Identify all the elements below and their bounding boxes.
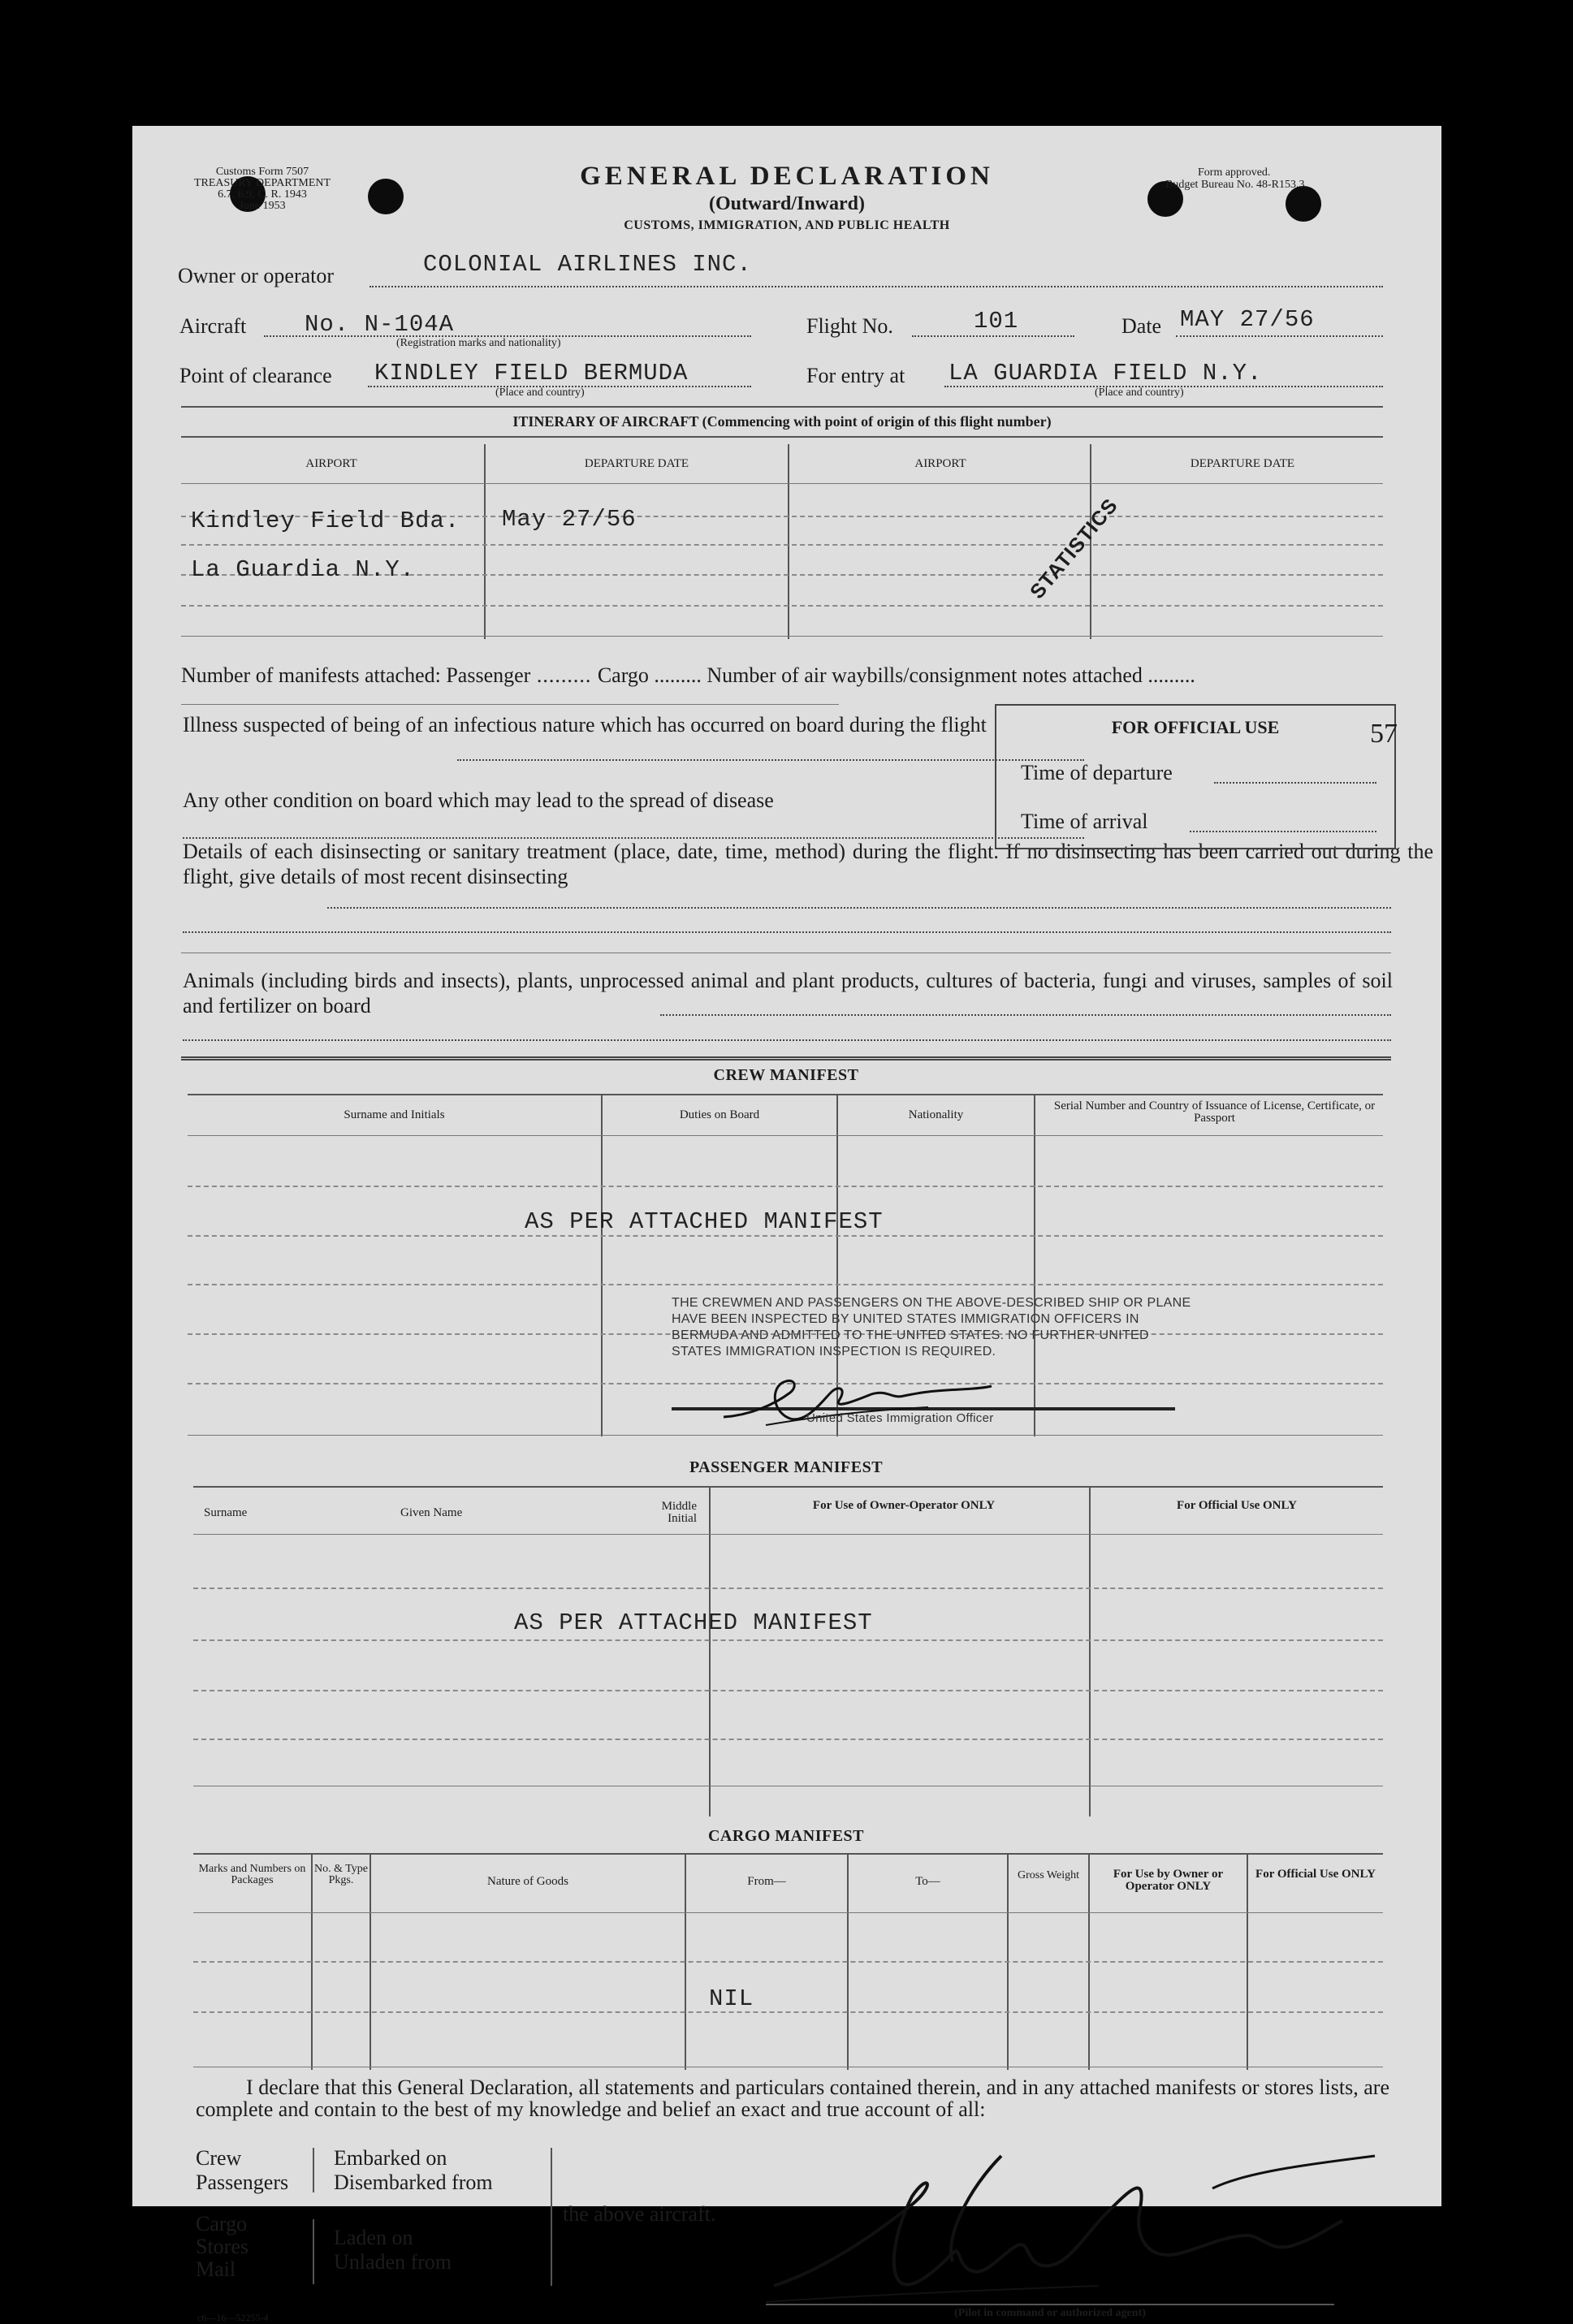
- rule: [181, 952, 1391, 953]
- manifests-passenger-label: Number of manifests attached: Passenger: [181, 663, 531, 687]
- row-line: [181, 605, 1383, 607]
- aircraft-caption: (Registration marks and nationality): [396, 337, 561, 349]
- passenger-col-given-name: Given Name: [400, 1506, 463, 1519]
- row-line: [181, 544, 1383, 546]
- answer-line: [457, 759, 1084, 761]
- cargo-col-to: To—: [915, 1875, 940, 1888]
- column-divider: [484, 444, 486, 639]
- aircraft-label: Aircraft: [179, 314, 247, 338]
- manifests-line: Number of manifests attached: Passenger ......... Cargo ......... Number of air waybills/consignment notes attached .........: [181, 663, 1195, 687]
- punch-hole: [1286, 186, 1321, 222]
- cargo-col-official-use: For Official Use ONLY: [1255, 1868, 1376, 1881]
- passenger-manifest-title: PASSENGER MANIFEST: [689, 1458, 884, 1476]
- date-label: Date: [1121, 314, 1162, 338]
- arrival-time-label: Time of arrival: [1021, 810, 1148, 833]
- declaration-item: Stores: [196, 2235, 248, 2258]
- flight-label: Flight No.: [806, 314, 893, 338]
- row-line: [193, 1639, 1383, 1641]
- manifests-cargo-label: Cargo: [597, 663, 649, 687]
- budget-approval: [1165, 166, 1425, 191]
- declaration-item: Mail: [196, 2257, 236, 2281]
- cargo-manifest-title: CARGO MANIFEST: [707, 1827, 864, 1845]
- departure-time-label: Time of departure: [1021, 761, 1173, 784]
- row-line: [193, 1534, 1383, 1535]
- column-divider: [601, 1094, 603, 1436]
- bracket: [313, 2219, 314, 2284]
- passenger-col-surname: Surname: [204, 1506, 248, 1519]
- declaration-item: Passengers: [196, 2171, 289, 2194]
- immigration-stamp-text: THE CREWMEN AND PASSENGERS ON THE ABOVE-DESCRIBED SHIP OR PLANE HAVE BEEN INSPECTED BY UNITED STATES IMMIGRATION OFFICERS IN BERMUDA AND ADMITTED TO THE UNITED STATES. NO FURTHER UNITED STATES IMMIGRATION INSPECTION IS REQUIRED.: [672, 1296, 1191, 1359]
- crew-col-surname: Surname and Initials: [344, 1108, 445, 1121]
- column-divider: [1034, 1094, 1035, 1436]
- approval-line: Form approved.: [1198, 166, 1271, 179]
- signature-line: [766, 2304, 1334, 2305]
- itinerary-airport: La Guardia N.Y.: [191, 556, 416, 583]
- answer-line: [183, 1039, 1391, 1041]
- answer-line: [660, 1014, 1391, 1016]
- passenger-entry: AS PER ATTACHED MANIFEST: [514, 1609, 873, 1636]
- declaration-item: Embarked on: [334, 2146, 447, 2170]
- declaration-item: Disembarked from: [334, 2171, 493, 2194]
- flight-line: [912, 335, 1074, 337]
- stamp-signature-caption: United States Immigration Officer: [806, 1411, 994, 1425]
- rule: [193, 1486, 1383, 1488]
- handwritten-note: 57: [1370, 719, 1398, 749]
- date-line: [1176, 335, 1383, 337]
- entry-label: For entry at: [806, 364, 905, 387]
- rule: [181, 436, 1383, 438]
- row-line: [188, 1235, 1383, 1237]
- cargo-col-owner-use: For Use by Owner or Operator ONLY: [1113, 1868, 1224, 1893]
- itinerary-col-date-2: DEPARTURE DATE: [1190, 457, 1295, 470]
- statistics-stamp: STATISTICS: [1026, 494, 1123, 603]
- clearance-label: Point of clearance: [179, 364, 332, 387]
- punch-hole: [368, 179, 404, 214]
- passenger-col-owner-use: For Use of Owner-Operator ONLY: [812, 1499, 996, 1512]
- agencies-caption: CUSTOMS, IMMIGRATION, AND PUBLIC HEALTH: [624, 218, 950, 232]
- crew-entry: AS PER ATTACHED MANIFEST: [525, 1208, 884, 1235]
- form-identification: [157, 166, 368, 212]
- bracket: [313, 2148, 314, 2192]
- itinerary-col-airport-2: AIRPORT: [914, 457, 966, 470]
- rule: [181, 406, 1383, 408]
- rule: [193, 1853, 1383, 1855]
- row-line: [181, 483, 1383, 484]
- waybills-label: Number of air waybills/consignment notes attached: [707, 663, 1143, 687]
- row-line: [188, 1435, 1383, 1436]
- page-subtitle: (Outward/Inward): [708, 193, 865, 214]
- column-divider: [1089, 1486, 1091, 1816]
- cargo-col-marks: Marks and Numbers on Packages: [198, 1863, 306, 1886]
- row-line: [188, 1186, 1383, 1187]
- row-line: [188, 1135, 1383, 1136]
- declaration-item: Unladen from: [334, 2250, 452, 2274]
- itinerary-col-date: DEPARTURE DATE: [584, 457, 689, 470]
- declaration-text: I declare that this General Declaration, all statements and particulars contained therein, and in any attached manifests or stores lists, are complete and contain to the best of my knowledge and belief an exact and true account of all:: [196, 2076, 1389, 2121]
- row-line: [193, 2011, 1383, 2013]
- illness-text: Illness suspected of being of an infectious nature which has occurred on board during the flight: [183, 713, 987, 737]
- owner-label: Owner or operator: [178, 264, 335, 287]
- declaration-form: [132, 126, 1441, 2323]
- row-line: [193, 1587, 1383, 1589]
- pilot-signature: [758, 2140, 1399, 2310]
- passenger-col-official-use: For Official Use ONLY: [1177, 1499, 1297, 1512]
- form-number: Customs Form 7507: [215, 166, 309, 178]
- row-line: [181, 636, 1383, 637]
- cargo-col-weight: Gross Weight: [1017, 1869, 1079, 1881]
- date-value: MAY 27/56: [1180, 306, 1315, 333]
- itinerary-col-airport: AIRPORT: [305, 457, 357, 470]
- rule: [188, 1094, 1383, 1095]
- regulations: 6.7, 6.9, C. R. 1943: [218, 188, 307, 201]
- row-line: [193, 1961, 1383, 1963]
- column-divider: [788, 444, 789, 639]
- cargo-entry: NIL: [709, 1985, 754, 2012]
- entry-value: LA GUARDIA FIELD N.Y.: [949, 360, 1263, 387]
- illness-question: [183, 712, 1003, 737]
- answer-line: [1214, 782, 1376, 784]
- declaration-item: Laden on: [334, 2226, 413, 2249]
- cargo-col-packages: No. & Type Pkgs.: [313, 1863, 369, 1886]
- disinsecting-question: Details of each disinsecting or sanitary treatment (place, date, time, method) during the flight. If no disinsecting has been carried out during the flight, give details of most recent disinsecting: [183, 840, 1433, 888]
- declaration-verbs-1: [334, 2146, 493, 2195]
- bracket: [551, 2148, 552, 2286]
- clearance-value: KINDLEY FIELD BERMUDA: [374, 360, 689, 387]
- answer-line: [183, 931, 1391, 933]
- official-use-title: FOR OFFICIAL USE: [1111, 717, 1280, 737]
- passenger-col-middle-initial: Middle Initial: [661, 1500, 697, 1525]
- column-divider: [709, 1486, 711, 1816]
- declaration-item: Crew: [196, 2146, 242, 2170]
- declaration-verbs-2: [334, 2226, 452, 2274]
- crew-col-duties: Duties on Board: [679, 1108, 760, 1121]
- row-line: [193, 1912, 1383, 1913]
- itinerary-date: May 27/56: [502, 506, 637, 533]
- clearance-caption: (Place and country): [495, 387, 585, 399]
- signature-caption: (Pilot in command or authorized agent): [954, 2307, 1146, 2319]
- page-title: GENERAL DECLARATION: [580, 162, 994, 191]
- approval-line: Budget Bureau No. 48-R153.3.: [1165, 179, 1307, 191]
- row-line: [193, 1739, 1383, 1740]
- form-title-block: [462, 162, 1112, 233]
- declaration-group-1: [196, 2146, 288, 2195]
- declaration-tail: the above aircraft.: [563, 2202, 716, 2226]
- declaration-item: Cargo: [196, 2212, 248, 2235]
- answer-line: [327, 907, 1391, 909]
- owner-value: COLONIAL AIRLINES INC.: [423, 251, 752, 278]
- itinerary-airport: Kindley Field Bda.: [191, 508, 460, 534]
- animals-question: Animals (including birds and insects), plants, unprocessed animal and plant products, cultures of bacteria, fungi and viruses, samples of soil and fertilizer on board: [183, 969, 1393, 1017]
- cargo-col-goods: Nature of Goods: [487, 1875, 568, 1888]
- row-line: [188, 1284, 1383, 1285]
- rule: [181, 704, 839, 705]
- other-condition-question: Any other condition on board which may lead to the spread of disease: [183, 788, 774, 812]
- form-date: June 1953: [239, 200, 286, 212]
- print-code: c6—16—52255-4: [197, 2312, 269, 2323]
- official-use-box: [995, 704, 1396, 849]
- cargo-col-from: From—: [747, 1875, 786, 1888]
- entry-caption: (Place and country): [1095, 387, 1184, 399]
- row-line: [193, 1690, 1383, 1691]
- answer-line: [1190, 831, 1376, 832]
- crew-col-serial: Serial Number and Country of Issuance of License, Certificate, or Passport: [1053, 1099, 1376, 1125]
- flight-value: 101: [974, 308, 1019, 335]
- crew-col-nationality: Nationality: [908, 1108, 964, 1121]
- declaration-group-2: [196, 2213, 248, 2281]
- crew-manifest-title: CREW MANIFEST: [713, 1066, 859, 1084]
- itinerary-title: ITINERARY OF AIRCRAFT (Commencing with point of origin of this flight number): [512, 413, 1052, 430]
- rule: [181, 1056, 1391, 1060]
- department: TREASURY DEPARTMENT: [193, 177, 331, 189]
- aircraft-value: No. N-104A: [305, 311, 455, 338]
- owner-line: [369, 286, 1383, 287]
